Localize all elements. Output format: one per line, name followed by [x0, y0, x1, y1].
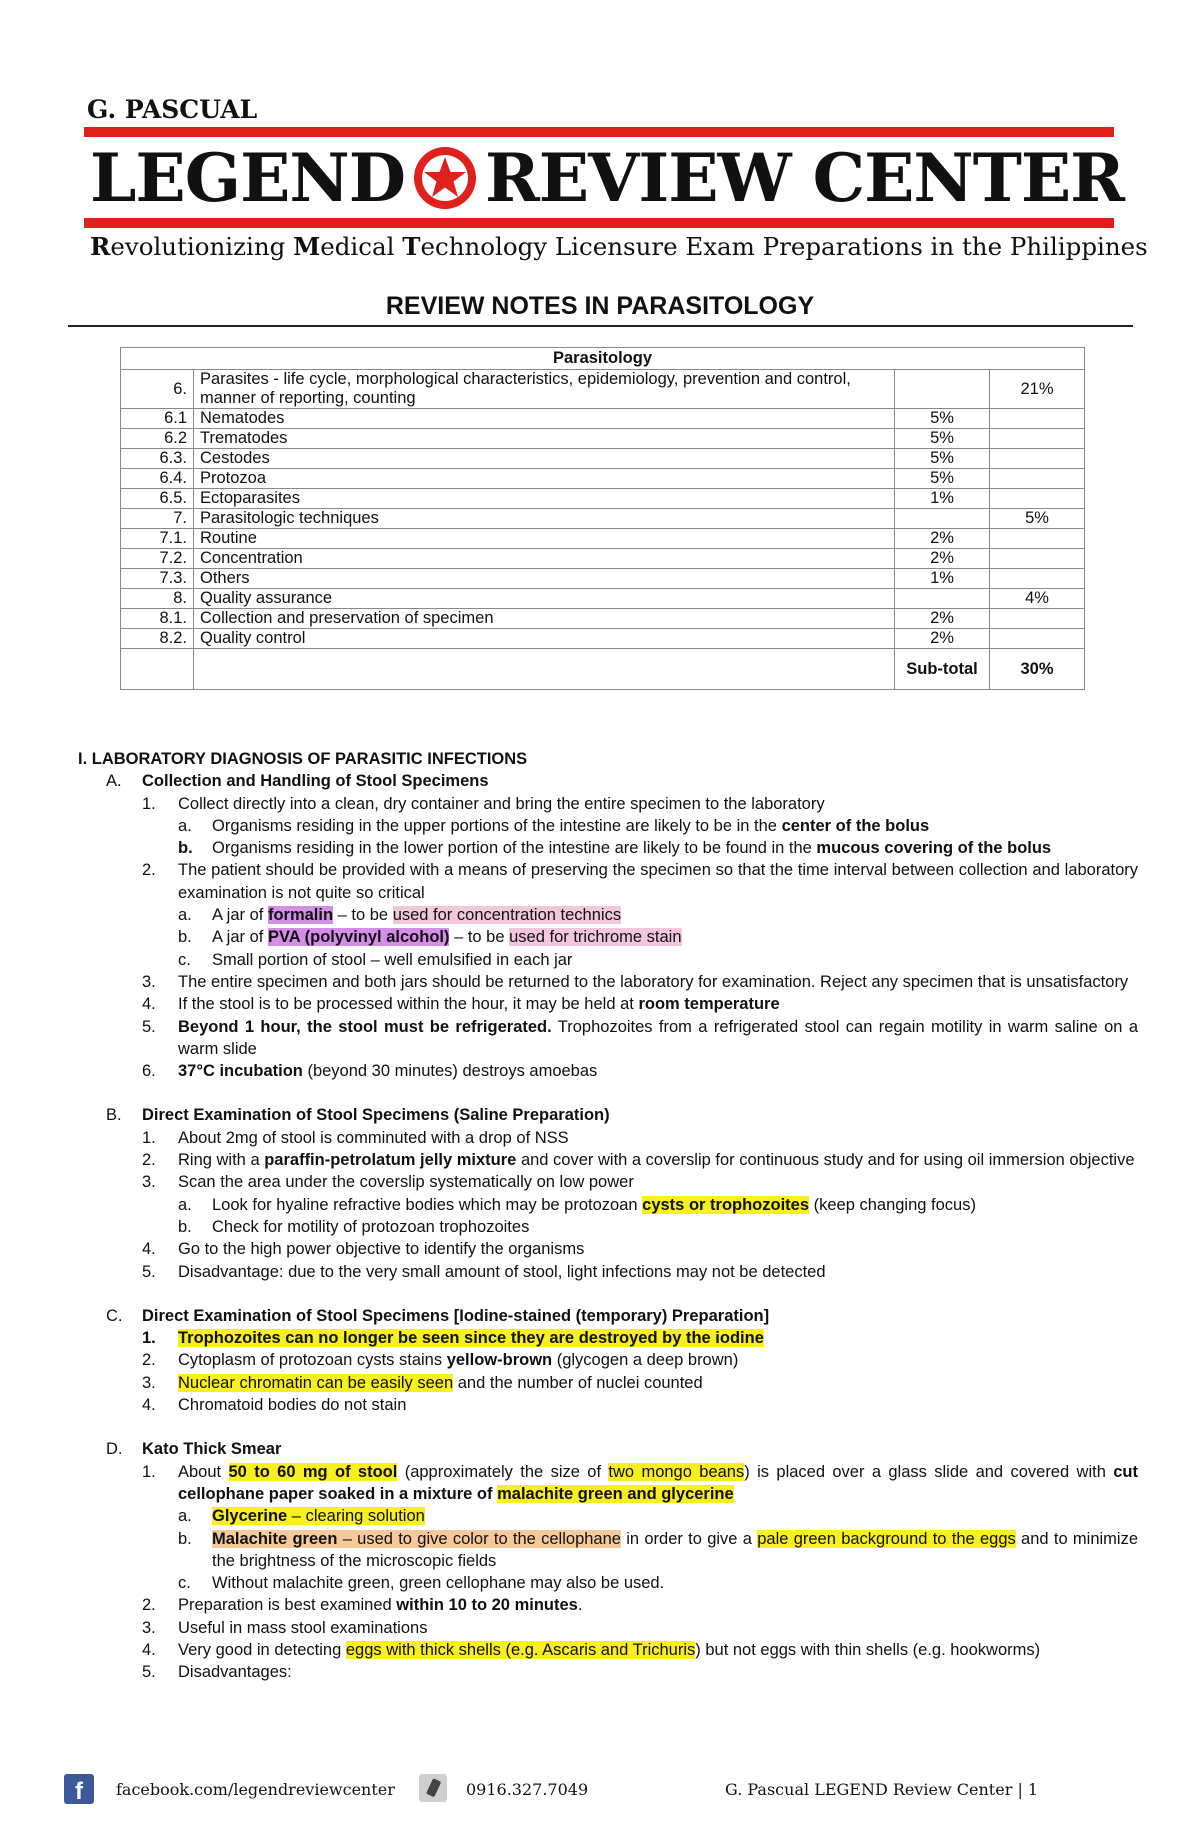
table-row: [121, 629, 1085, 649]
list-marker: 1.: [142, 794, 156, 813]
list-marker: 4.: [142, 1240, 156, 1259]
phone-number: 0916.327.7049: [466, 1780, 589, 1799]
table-body: [121, 370, 1085, 649]
subsection-heading: [78, 770, 1138, 792]
text-run: About: [178, 1462, 229, 1481]
text-run: paraffin-petrolatum jelly mixture: [264, 1151, 517, 1170]
phone-icon: [419, 1774, 447, 1802]
text-run: cut cellophane paper soaked in a mixture of: [178, 1462, 1138, 1503]
table-cell-num: 7.: [121, 509, 194, 529]
list-marker: b.: [178, 839, 193, 858]
list-marker: 2.: [142, 861, 156, 880]
list-item: [78, 1261, 1138, 1283]
text-run: Organisms residing in the upper portions of the intestine are likely to be in the: [212, 816, 782, 835]
list-item-text: [212, 1528, 1138, 1573]
list-marker: 5.: [142, 1663, 156, 1682]
table-cell-num: 8.2.: [121, 629, 194, 649]
list-item: [78, 1216, 1138, 1238]
list-item: [78, 904, 1138, 926]
text-run: and to minimize the brightness of the microscopic fields: [212, 1529, 1138, 1570]
table-heading: Parasitology: [121, 348, 1085, 370]
table-cell-num: 7.1.: [121, 529, 194, 549]
list-item-text: Useful in mass stool examinations: [178, 1618, 428, 1637]
list-item-text: Small portion of stool – well emulsified in each jar: [212, 950, 573, 969]
table-row: [121, 469, 1085, 489]
list-item-text: Check for motility of protozoan trophozoites: [212, 1217, 530, 1236]
table-cell-num: 7.2.: [121, 549, 194, 569]
highlight: pale green background to the eggs: [757, 1529, 1016, 1548]
table-cell-sub: 2%: [895, 609, 990, 629]
list-item-text: [178, 1372, 1138, 1394]
highlight: Glycerine: [212, 1507, 288, 1526]
list-item: [78, 1661, 1138, 1683]
header-bottom-bar: [84, 218, 1114, 228]
title-divider: [68, 325, 1133, 327]
table-cell-sub: 5%: [895, 409, 990, 429]
table-row: [121, 429, 1085, 449]
list-marker: 5.: [142, 1017, 156, 1036]
list-item-text: [212, 926, 1138, 948]
table-cell-num: 6.: [121, 370, 194, 409]
table-row: [121, 529, 1085, 549]
page-footer: [64, 1774, 1144, 1804]
list-item: [78, 859, 1138, 904]
table-cell-num: 6.1: [121, 409, 194, 429]
tagline-part: T: [402, 232, 421, 261]
list-marker: c.: [178, 1574, 191, 1593]
list-marker: 3.: [142, 972, 156, 991]
table-cell-topic: Parasites - life cycle, morphological characteristics, epidemiology, prevention and control, manner of reporting, counting: [194, 370, 895, 409]
list-item-text: Disadvantages:: [178, 1663, 292, 1682]
table-cell-total: [990, 489, 1085, 509]
text-run: (beyond 30 minutes) destroys amoebas: [302, 1062, 598, 1081]
list-item: [78, 1505, 1138, 1527]
list-marker: b.: [178, 1529, 192, 1548]
highlight: cysts or trophozoites: [642, 1195, 810, 1214]
list-item: [78, 993, 1138, 1015]
table-cell-total: [990, 449, 1085, 469]
table-cell-num: 8.: [121, 589, 194, 609]
text-run: – to be: [449, 928, 510, 947]
text-run: (glycogen a deep brown): [552, 1351, 739, 1370]
list-item-text: [212, 904, 1138, 926]
text-run: and cover with a coverslip for continuous study and for using oil immersion objective: [516, 1151, 1135, 1170]
list-item-text: [212, 1505, 1138, 1527]
text-run: in order to give a: [620, 1529, 758, 1548]
list-item-text: About 2mg of stool is comminuted with a drop of NSS: [178, 1128, 569, 1147]
list-item: [78, 815, 1138, 837]
table-cell: [121, 649, 194, 690]
subsection-title: Kato Thick Smear: [142, 1440, 282, 1459]
tagline-part: R: [90, 232, 111, 261]
list-marker: 6.: [142, 1062, 156, 1081]
subsection-title: Collection and Handling of Stool Specimens: [142, 772, 489, 791]
highlight: – clearing solution: [287, 1507, 425, 1526]
list-marker: 2.: [142, 1351, 156, 1370]
list-item: [78, 1461, 1138, 1506]
list-item: [78, 926, 1138, 948]
table-cell-total: [990, 409, 1085, 429]
table-cell-sub: 5%: [895, 449, 990, 469]
table-cell-topic: Nematodes: [194, 409, 895, 429]
text-run: Preparation is best examined: [178, 1596, 397, 1615]
star-icon: [411, 144, 479, 212]
review-notes-body: [78, 748, 1138, 1684]
list-item-text: [178, 1639, 1138, 1661]
highlight: 50 to 60 mg of stool: [228, 1462, 398, 1481]
table-row: [121, 449, 1085, 469]
table-cell-num: 6.5.: [121, 489, 194, 509]
table-cell-num: 8.1.: [121, 609, 194, 629]
table-cell-sub: 5%: [895, 469, 990, 489]
text-run: Ring with a: [178, 1151, 265, 1170]
list-item-text: Go to the high power objective to identify the organisms: [178, 1240, 585, 1259]
list-marker: a.: [178, 816, 192, 835]
table-cell-total: [990, 469, 1085, 489]
table-cell-topic: Protozoa: [194, 469, 895, 489]
list-item-text: [212, 837, 1138, 859]
page-number-label: G. Pascual LEGEND Review Center | 1: [725, 1780, 1039, 1799]
facebook-icon: [64, 1774, 94, 1804]
list-item-text: Scan the area under the coverslip systematically on low power: [178, 1173, 634, 1192]
text-run: A jar of: [212, 906, 268, 925]
list-marker: 1.: [142, 1462, 156, 1481]
table-cell-topic: Quality assurance: [194, 589, 895, 609]
table-cell-total: [990, 549, 1085, 569]
table-cell-sub: 2%: [895, 529, 990, 549]
list-marker: 2.: [142, 1596, 156, 1615]
list-marker: 4.: [142, 995, 156, 1014]
list-item: [78, 1594, 1138, 1616]
tagline-part: evolutionizing: [110, 232, 294, 261]
list-marker: 4.: [142, 1396, 156, 1415]
svg-text:f: f: [75, 1778, 83, 1804]
brand-right-text: REVIEW CENTER: [484, 139, 1125, 217]
brand-logo: [90, 138, 1125, 218]
text-run: – to be: [333, 906, 393, 925]
table-cell-topic: Trematodes: [194, 429, 895, 449]
list-item-text: Collect directly into a clean, dry container and bring the entire specimen to the laboratory: [178, 794, 825, 813]
subsection-title: Direct Examination of Stool Specimens [Iodine-stained (temporary) Preparation]: [142, 1306, 770, 1325]
text-run: Trophozoites from a refrigerated stool can regain motility in warm saline on a warm slide: [178, 1017, 1138, 1058]
list-item: [78, 971, 1138, 993]
list-marker: b.: [178, 1217, 192, 1236]
highlight: – used to give color to the cellophane: [337, 1529, 621, 1548]
list-item-text: [178, 1327, 1138, 1349]
list-marker: 5.: [142, 1262, 156, 1281]
list-marker: A.: [106, 772, 122, 791]
highlight: Trophozoites can no longer be seen since they are destroyed by the iodine: [178, 1329, 764, 1348]
table-cell-topic: Others: [194, 569, 895, 589]
list-item: [78, 1639, 1138, 1661]
subsection-heading: [78, 1438, 1138, 1460]
table-row: [121, 609, 1085, 629]
list-item: [78, 1572, 1138, 1594]
list-item-text: Chromatoid bodies do not stain: [178, 1396, 407, 1415]
subtotal-value: 30%: [990, 649, 1085, 690]
list-item: [78, 837, 1138, 859]
list-marker: C.: [106, 1306, 123, 1325]
list-item-text: The entire specimen and both jars should be returned to the laboratory for examination. Reject any specimen that is unsatisfactory: [178, 972, 1129, 991]
table-row: [121, 409, 1085, 429]
text-run: Very good in detecting: [178, 1640, 346, 1659]
tagline-part: echnology Licensure Exam Preparations in the Philippines: [420, 232, 1148, 261]
table-cell-topic: Parasitologic techniques: [194, 509, 895, 529]
text-run: ) is placed over a glass slide and covered with: [744, 1462, 1114, 1481]
list-item: [78, 1060, 1138, 1082]
text-run: (approximately the size of: [397, 1462, 609, 1481]
highlight: PVA (polyvinyl alcohol): [267, 928, 450, 947]
list-marker: 3.: [142, 1373, 156, 1392]
list-marker: c.: [178, 950, 191, 969]
table-cell-sub: 2%: [895, 549, 990, 569]
list-item-text: [178, 1594, 1138, 1616]
table-cell-sub: 1%: [895, 489, 990, 509]
section-heading: I. LABORATORY DIAGNOSIS OF PARASITIC INFECTIONS: [78, 750, 528, 768]
highlight: Nuclear chromatin can be easily seen: [178, 1373, 454, 1392]
list-item: [78, 1149, 1138, 1171]
list-item-text: [178, 1060, 1138, 1082]
list-marker: 3.: [142, 1173, 156, 1192]
subsection-heading: [78, 1305, 1138, 1327]
list-marker: 1.: [142, 1329, 156, 1348]
list-marker: a.: [178, 1507, 192, 1526]
table-cell-total: [990, 609, 1085, 629]
highlight: Malachite green: [212, 1529, 338, 1548]
table-cell: [194, 649, 895, 690]
list-marker: a.: [178, 906, 192, 925]
highlight: malachite green and glycerine: [497, 1484, 734, 1503]
table-cell-sub: 1%: [895, 569, 990, 589]
text-run: yellow-brown: [446, 1351, 553, 1370]
table-cell-total: [990, 629, 1085, 649]
text-run: Cytoplasm of protozoan cysts stains: [178, 1351, 447, 1370]
list-item-text: Disadvantage: due to the very small amount of stool, light infections may not be detected: [178, 1262, 826, 1281]
highlight: eggs with thick shells (e.g. Ascaris and Trichuris: [345, 1640, 696, 1659]
list-item: [78, 1171, 1138, 1193]
table-cell-total: [990, 429, 1085, 449]
facebook-link[interactable]: facebook.com/legendreviewcenter: [116, 1780, 395, 1799]
table-row: [121, 589, 1085, 609]
text-run: room temperature: [638, 995, 780, 1014]
list-item: [78, 1016, 1138, 1061]
list-marker: 2.: [142, 1151, 156, 1170]
table-row: [121, 569, 1085, 589]
list-marker: 1.: [142, 1128, 156, 1147]
table-cell-topic: Concentration: [194, 549, 895, 569]
table-cell-num: 6.4.: [121, 469, 194, 489]
list-item: [78, 1194, 1138, 1216]
page-title: REVIEW NOTES IN PARASITOLOGY: [385, 292, 815, 320]
text-run: Look for hyaline refractive bodies which may be protozoan: [212, 1195, 643, 1214]
table-cell-num: 6.2: [121, 429, 194, 449]
table-cell-topic: Quality control: [194, 629, 895, 649]
subsection-heading: [78, 1104, 1138, 1126]
text-run: within 10 to 20 minutes: [396, 1596, 578, 1615]
text-run: ) but not eggs with thin shells (e.g. hookworms): [695, 1640, 1041, 1659]
list-marker: 3.: [142, 1618, 156, 1637]
list-item-text: [178, 1149, 1138, 1171]
list-marker: a.: [178, 1195, 192, 1214]
tagline-part: edical: [320, 232, 403, 261]
subsection-title: Direct Examination of Stool Specimens (Saline Preparation): [142, 1106, 610, 1125]
list-marker: D.: [106, 1440, 123, 1459]
spacer: [78, 1082, 1138, 1104]
table-row-subtotal: [121, 649, 1085, 690]
text-run: .: [577, 1596, 583, 1615]
table-cell-sub: [895, 509, 990, 529]
table-cell-total: 5%: [990, 509, 1085, 529]
text-run: A jar of: [212, 928, 268, 947]
text-run: and the number of nuclei counted: [453, 1373, 703, 1392]
tagline-part: M: [293, 232, 321, 261]
text-run: 37°C incubation: [178, 1062, 303, 1081]
table-row: [121, 489, 1085, 509]
list-item: [78, 949, 1138, 971]
list-item-text: [212, 1194, 1138, 1216]
text-run: Organisms residing in the lower portion of the intestine are likely to be found in the: [212, 839, 817, 858]
list-item: [78, 1528, 1138, 1573]
table-row: [121, 370, 1085, 409]
table-cell-sub: [895, 589, 990, 609]
list-item-text: [178, 993, 1138, 1015]
table-cell-num: 7.3.: [121, 569, 194, 589]
list-item: [78, 1372, 1138, 1394]
list-item-text: [212, 815, 1138, 837]
list-item: [78, 1394, 1138, 1416]
text-run: center of the bolus: [781, 816, 930, 835]
brand-left-text: LEGEND: [90, 139, 405, 217]
list-item-text: [178, 1016, 1138, 1061]
text-run: Beyond 1 hour, the stool must be refrigerated.: [178, 1017, 552, 1036]
table-cell-topic: Cestodes: [194, 449, 895, 469]
highlight: used for concentration technics: [392, 906, 622, 925]
list-marker: B.: [106, 1106, 122, 1125]
header-top-bar: [84, 127, 1114, 137]
list-item: [78, 1327, 1138, 1349]
spacer: [78, 1416, 1138, 1438]
table-cell-total: [990, 569, 1085, 589]
subtotal-label: Sub-total: [895, 649, 990, 690]
list-item-text: [178, 1349, 1138, 1371]
text-run: If the stool is to be processed within the hour, it may be held at: [178, 995, 639, 1014]
list-item: [78, 793, 1138, 815]
table-cell-total: 4%: [990, 589, 1085, 609]
table-cell-topic: Routine: [194, 529, 895, 549]
table-cell-topic: Collection and preservation of specimen: [194, 609, 895, 629]
table-cell-num: 6.3.: [121, 449, 194, 469]
highlight: formalin: [267, 906, 334, 925]
highlight: two mongo beans: [608, 1462, 745, 1481]
text-run: mucous covering of the bolus: [816, 839, 1052, 858]
list-item-text: Without malachite green, green cellophane may also be used.: [212, 1574, 665, 1593]
tagline: [90, 232, 1148, 261]
table-row: [121, 509, 1085, 529]
exam-outline-table: [120, 347, 1085, 690]
list-marker: b.: [178, 928, 192, 947]
list-item-text: The patient should be provided with a means of preserving the specimen so that the time interval between collection and laboratory examination is not quite so critical: [178, 861, 1138, 902]
table-cell-sub: [895, 370, 990, 409]
table-cell-sub: 2%: [895, 629, 990, 649]
highlight: used for trichrome stain: [509, 928, 682, 947]
table-cell-total: [990, 529, 1085, 549]
list-item: [78, 1349, 1138, 1371]
list-item-text: [178, 1461, 1138, 1506]
list-marker: 4.: [142, 1640, 156, 1659]
list-item: [78, 1617, 1138, 1639]
table-row: [121, 549, 1085, 569]
list-item: [78, 1127, 1138, 1149]
table-cell-topic: Ectoparasites: [194, 489, 895, 509]
table-cell-total: 21%: [990, 370, 1085, 409]
brand-top-name: G. PASCUAL: [87, 95, 258, 124]
table-cell-sub: 5%: [895, 429, 990, 449]
list-item: [78, 1238, 1138, 1260]
text-run: (keep changing focus): [809, 1195, 976, 1214]
spacer: [78, 1283, 1138, 1305]
